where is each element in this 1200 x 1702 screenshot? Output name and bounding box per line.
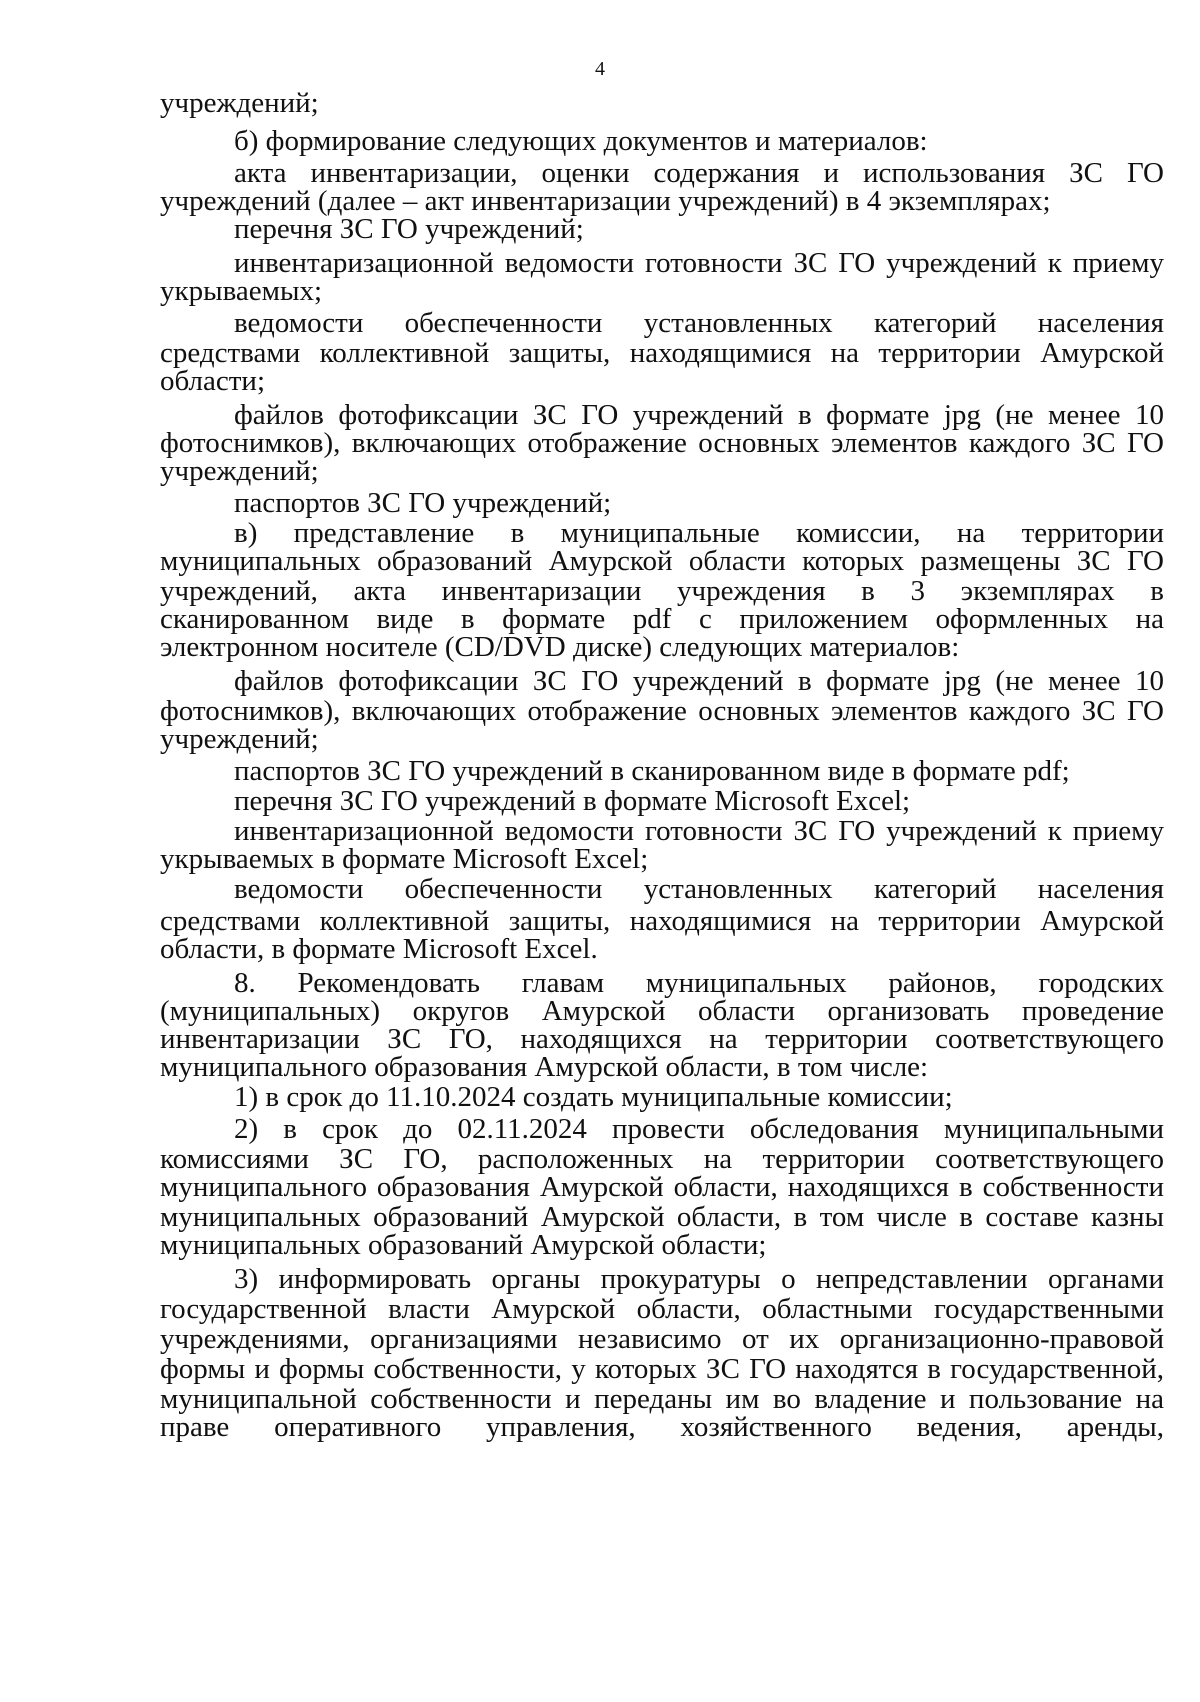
text-line: инвентаризации ЗС ГО, находящихся на территории соответствующего (160, 1023, 1164, 1055)
text-line: (муниципальных) округов Амурской области организовать проведение (160, 995, 1164, 1027)
text-line: 2) в срок до 02.11.2024 провести обследования муниципальными (234, 1113, 1164, 1145)
text-line: области; (160, 365, 265, 397)
text-line: 3) информировать органы прокуратуры о непредставлении органами (234, 1263, 1164, 1295)
text-line: формы и формы собственности, у которых ЗС ГО находятся в государственной, (160, 1353, 1164, 1385)
text-line: инвентаризационной ведомости готовности ЗС ГО учреждений к приему (234, 247, 1164, 279)
text-line: файлов фотофиксации ЗС ГО учреждений в формате jpg (не менее 10 (234, 665, 1164, 697)
text-line: муниципальных образований Амурской области которых размещены ЗС ГО (160, 545, 1164, 577)
text-line: учреждений; (160, 87, 319, 119)
text-line: ведомости обеспеченности установленных категорий населения (234, 307, 1164, 339)
text-line: в) представление в муниципальные комиссии, на территории (234, 517, 1164, 549)
text-line: учреждений (далее – акт инвентаризации учреждений) в 4 экземплярах; (160, 185, 1051, 217)
text-line: учреждений; (160, 723, 319, 755)
text-line: перечня ЗС ГО учреждений; (234, 213, 584, 245)
text-line: учреждениями, организациями независимо от их организационно-правовой (160, 1323, 1164, 1355)
text-line: фотоснимков), включающих отображение основных элементов каждого ЗС ГО (160, 427, 1164, 459)
text-line: ведомости обеспеченности установленных категорий населения (234, 873, 1164, 905)
text-line: праве оперативного управления, хозяйственного ведения, аренды, (160, 1411, 1164, 1443)
page-number: 4 (595, 58, 605, 80)
text-line: паспортов ЗС ГО учреждений; (234, 487, 612, 519)
text-line: учреждений, акта инвентаризации учреждения в 3 экземплярах в (160, 575, 1164, 607)
text-line: комиссиями ЗС ГО, расположенных на территории соответствующего (160, 1143, 1164, 1175)
text-line: муниципального образования Амурской области, находящихся в собственности (160, 1171, 1164, 1203)
text-line: 1) в срок до 11.10.2024 создать муниципальные комиссии; (234, 1081, 953, 1113)
text-line: инвентаризационной ведомости готовности ЗС ГО учреждений к приему (234, 815, 1164, 847)
text-line: муниципальных образований Амурской области; (160, 1229, 767, 1261)
text-line: паспортов ЗС ГО учреждений в сканированном виде в формате pdf; (234, 755, 1070, 787)
text-line: средствами коллективной защиты, находящимися на территории Амурской (160, 905, 1164, 937)
text-line: укрываемых в формате Microsoft Excel; (160, 843, 649, 875)
text-line: государственной власти Амурской области, областными государственными (160, 1293, 1164, 1325)
text-line: муниципальной собственности и переданы им во владение и пользование на (160, 1383, 1164, 1415)
text-line: б) формирование следующих документов и материалов: (234, 125, 928, 157)
text-line: укрываемых; (160, 275, 323, 307)
text-line: сканированном виде в формате pdf с приложением оформленных на (160, 603, 1164, 635)
text-line: файлов фотофиксации ЗС ГО учреждений в формате jpg (не менее 10 (234, 399, 1164, 431)
text-line: области, в формате Microsoft Excel. (160, 933, 598, 965)
text-line: перечня ЗС ГО учреждений в формате Microsoft Excel; (234, 785, 911, 817)
text-line: учреждений; (160, 455, 319, 487)
text-line: акта инвентаризации, оценки содержания и использования ЗС ГО (234, 157, 1164, 189)
text-line: средствами коллективной защиты, находящимися на территории Амурской (160, 337, 1164, 369)
text-line: электронном носителе (CD/DVD диске) следующих материалов: (160, 631, 960, 663)
text-line: фотоснимков), включающих отображение основных элементов каждого ЗС ГО (160, 695, 1164, 727)
text-line: муниципального образования Амурской области, в том числе: (160, 1051, 929, 1083)
text-line: муниципальных образований Амурской области, в том числе в составе казны (160, 1201, 1164, 1233)
text-line: 8. Рекомендовать главам муниципальных районов, городских (234, 967, 1164, 999)
